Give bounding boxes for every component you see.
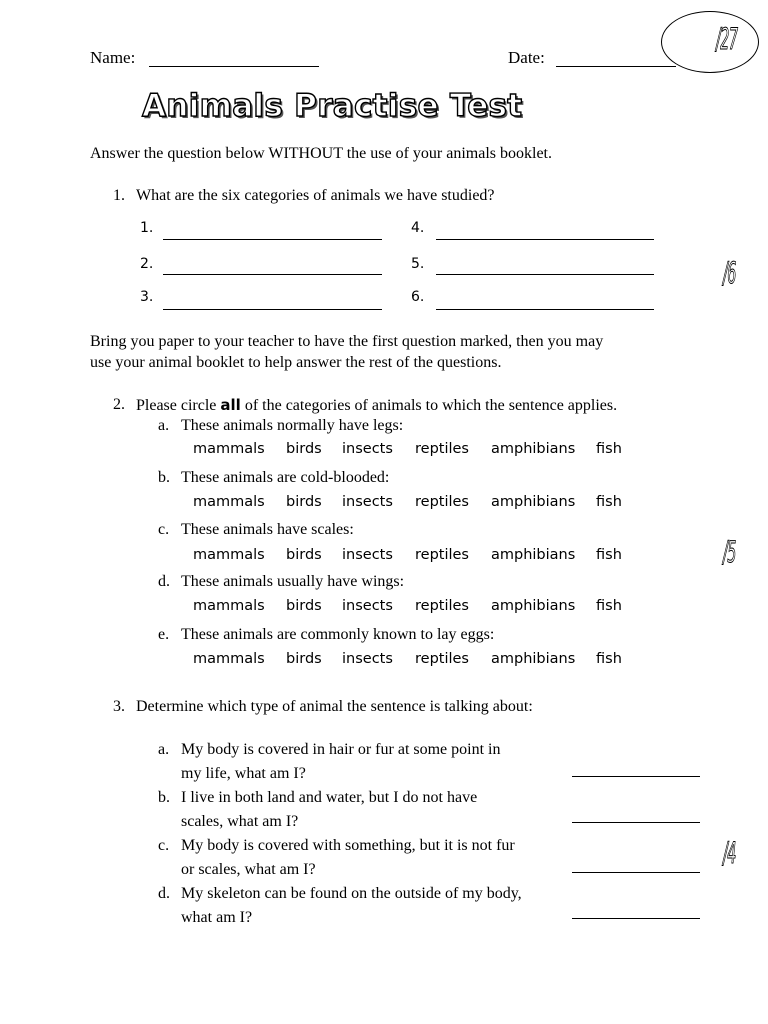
q3-item-c-line1: My body is covered with something, but it is not fur [181,837,515,854]
q1-blank-label-1: 1. [140,220,154,236]
q2-text-bold: all [220,396,241,414]
q2-item-e-letter: e. [158,626,170,643]
q3-text: Determine which type of animal the sentence is talking about: [136,698,533,715]
q2-b-option-fish[interactable]: fish [596,494,622,510]
q3-item-d-letter: d. [158,885,170,902]
q2-e-option-reptiles[interactable]: reptiles [415,651,469,667]
total-score: /27 [716,22,738,56]
q1-text: What are the six categories of animals we have studied? [136,187,495,204]
q2-c-option-fish[interactable]: fish [596,547,622,563]
q2-c-option-birds[interactable]: birds [286,547,322,563]
q2-a-option-reptiles[interactable]: reptiles [415,441,469,457]
q3-item-a-line2: my life, what am I? [181,765,306,782]
q2-b-option-amphibians[interactable]: amphibians [491,494,576,510]
q3-answer-line-a[interactable] [572,776,700,777]
q2-item-b-options [0,494,768,514]
q1-blank-label-3: 3. [140,289,154,305]
q1-answer-line-2[interactable] [163,274,382,275]
q1-answer-line-3[interactable] [163,309,382,310]
q2-d-option-fish[interactable]: fish [596,598,622,614]
q2-score: /5 [723,535,736,569]
q2-item-b-text: These animals are cold-blooded: [181,469,390,486]
q3-item-a-line1: My body is covered in hair or fur at some point in [181,741,501,758]
q2-item-e-text: These animals are commonly known to lay eggs: [181,626,495,643]
q1-answer-line-1[interactable] [163,239,382,240]
q2-item-d-letter: d. [158,573,170,590]
q3-answer-line-c[interactable] [572,872,700,873]
q3-item-c-letter: c. [158,837,170,854]
q3-item-b-line1: I live in both land and water, but I do not have [181,789,478,806]
date-field[interactable] [556,66,676,67]
q2-e-option-fish[interactable]: fish [596,651,622,667]
q3-item-b-line2: scales, what am I? [181,813,299,830]
total-score-oval [661,11,759,73]
q2-a-option-fish[interactable]: fish [596,441,622,457]
q2-b-option-insects[interactable]: insects [342,494,393,510]
q1-score: /6 [723,256,736,290]
q2-b-option-mammals[interactable]: mammals [193,494,265,510]
q2-text-after: of the categories of animals to which the sentence applies. [240,397,618,414]
q2-a-option-mammals[interactable]: mammals [193,441,265,457]
q1-blank-label-2: 2. [140,256,154,272]
q3-number: 3. [113,698,125,715]
q2-d-option-reptiles[interactable]: reptiles [415,598,469,614]
q2-item-a-letter: a. [158,417,170,434]
q1-blank-label-6: 6. [411,289,425,305]
q2-b-option-reptiles[interactable]: reptiles [415,494,469,510]
q3-item-a-letter: a. [158,741,170,758]
q3-item-d-line2: what am I? [181,909,253,926]
q2-text-before: Please circle [136,397,221,414]
q1-answer-line-5[interactable] [436,274,654,275]
q2-c-option-reptiles[interactable]: reptiles [415,547,469,563]
q3-answer-line-b[interactable] [572,822,700,823]
page-title: Animals Practise Test [142,88,523,124]
q2-e-option-amphibians[interactable]: amphibians [491,651,576,667]
q3-item-d-line1: My skeleton can be found on the outside of my body, [181,885,522,902]
q2-e-option-insects[interactable]: insects [342,651,393,667]
q3-answer-line-d[interactable] [572,918,700,919]
q2-a-option-amphibians[interactable]: amphibians [491,441,576,457]
q2-item-a-text: These animals normally have legs: [181,417,404,434]
name-label: Name: [90,48,136,67]
q3-score: /4 [723,836,736,870]
q2-a-option-birds[interactable]: birds [286,441,322,457]
q2-item-c-options [0,547,768,567]
q2-item-a-options [0,441,768,461]
instruction-second-line2: use your animal booklet to help answer the rest of the questions. [90,354,502,371]
q2-e-option-birds[interactable]: birds [286,651,322,667]
q2-item-d-options [0,598,768,618]
q2-e-option-mammals[interactable]: mammals [193,651,265,667]
q2-number: 2. [113,396,125,413]
q3-item-c-line2: or scales, what am I? [181,861,316,878]
q2-item-e-options [0,651,768,671]
q2-c-option-amphibians[interactable]: amphibians [491,547,576,563]
instruction-first: Answer the question below WITHOUT the use of your animals booklet. [90,145,552,162]
q2-b-option-birds[interactable]: birds [286,494,322,510]
q2-d-option-mammals[interactable]: mammals [193,598,265,614]
q2-item-c-text: These animals have scales: [181,521,354,538]
q2-item-b-letter: b. [158,469,170,486]
q1-blank-label-5: 5. [411,256,425,272]
q2-item-d-text: These animals usually have wings: [181,573,405,590]
q1-answer-line-6[interactable] [436,309,654,310]
q2-text [136,395,617,416]
q2-d-option-amphibians[interactable]: amphibians [491,598,576,614]
q1-number: 1. [113,187,125,204]
q2-c-option-mammals[interactable]: mammals [193,547,265,563]
q2-a-option-insects[interactable]: insects [342,441,393,457]
name-field[interactable] [149,66,319,67]
instruction-second-line1: Bring you paper to your teacher to have the first question marked, then you may [90,333,604,350]
q1-answer-line-4[interactable] [436,239,654,240]
date-label: Date: [508,48,545,67]
q2-d-option-birds[interactable]: birds [286,598,322,614]
q2-c-option-insects[interactable]: insects [342,547,393,563]
q2-d-option-insects[interactable]: insects [342,598,393,614]
q2-item-c-letter: c. [158,521,170,538]
q3-item-b-letter: b. [158,789,170,806]
q1-blank-label-4: 4. [411,220,425,236]
